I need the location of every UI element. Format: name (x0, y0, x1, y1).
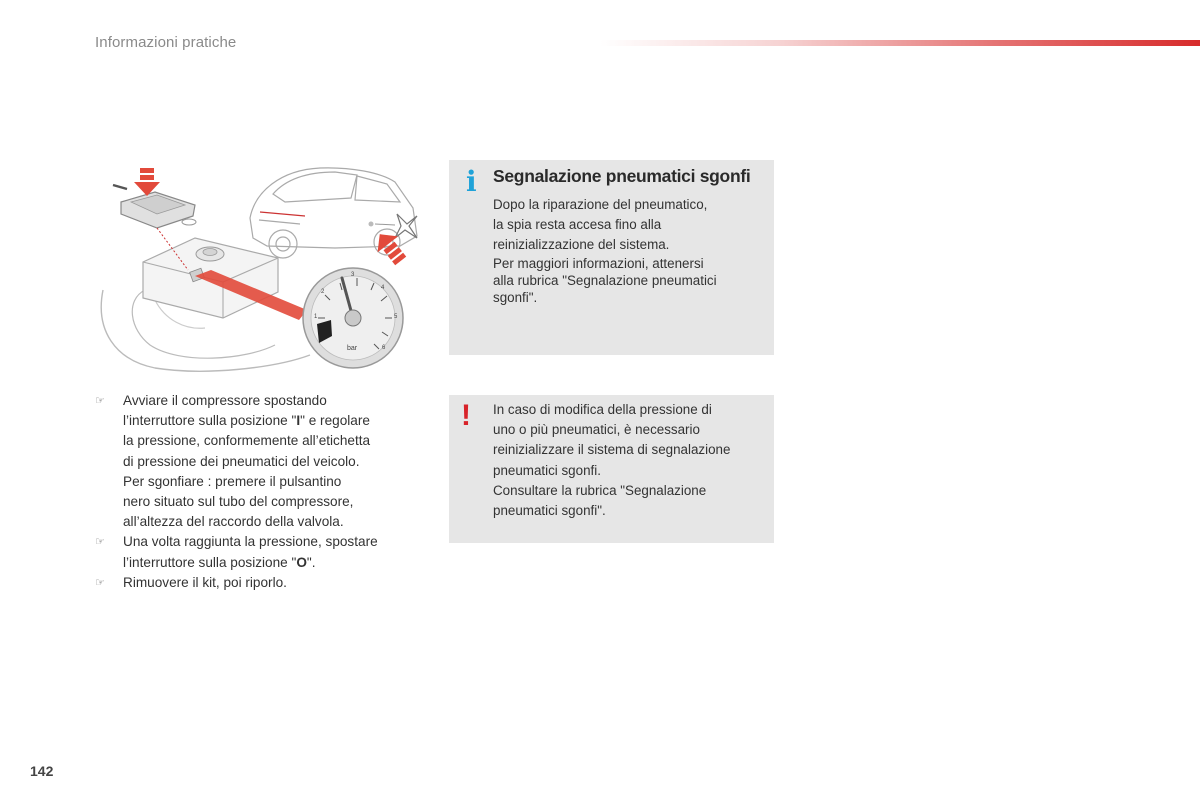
info-box (449, 160, 774, 355)
instruction-line: nero situato sul tubo del compressore, (123, 494, 354, 510)
instruction-line: la pressione, conformemente all’etichetta (123, 433, 371, 449)
gauge-tick-4: 4 (381, 285, 385, 291)
instruction-line: di pressione dei pneumatici del veicolo. (123, 453, 360, 469)
instruction-line: l’interruttore sulla posizione " (123, 413, 297, 429)
info-icon: i (466, 165, 477, 198)
pressure-gauge (303, 268, 403, 368)
page-number: 142 (30, 763, 54, 779)
instruction-line: " e regolare (300, 413, 370, 429)
gauge-tick-2: 2 (321, 289, 325, 295)
info-line: la spia resta accesa fino alla (493, 217, 662, 232)
instruction-line: Avviare il compressore spostando (123, 393, 327, 408)
warning-line: In caso di modifica della pressione di (493, 402, 712, 417)
exclamation-icon: ! (461, 399, 471, 432)
warning-box-text (493, 400, 768, 521)
hand-pointer-icon: ☞ (95, 536, 105, 549)
info-box-text (493, 195, 763, 306)
warning-line: pneumatici sgonfi. (493, 462, 601, 478)
warning-box (449, 395, 774, 543)
section-title: Informazioni pratiche (95, 34, 237, 51)
gauge-unit-label: bar (347, 345, 358, 352)
hand-pointer-icon: ☞ (95, 576, 105, 589)
header-accent-bar (600, 40, 1200, 46)
info-line: alla rubrica "Segnalazione pneumatici (493, 273, 717, 288)
compressor-illustration (95, 150, 430, 375)
hand-pointer-icon: ☞ (95, 395, 105, 407)
instruction-line: Per sgonfiare : premere il pulsantino (123, 473, 342, 489)
gauge-tick-5: 5 (394, 314, 398, 320)
warning-line: reinizializzare il sistema di segnalazione (493, 442, 731, 458)
instruction-line: l’interruttore sulla posizione " (123, 554, 297, 570)
switch-position-on: I (296, 413, 301, 429)
gauge-tick-1: 1 (314, 314, 318, 320)
info-line: sgonfi". (493, 290, 538, 305)
gauge-tick-6: 6 (382, 345, 386, 351)
instruction-line: Una volta raggiunta la pressione, spostare (123, 534, 378, 550)
info-box-title: Segnalazione pneumatici sgonfi (493, 166, 751, 186)
instruction-list (95, 391, 425, 593)
warning-line: Consultare la rubrica "Segnalazione (493, 482, 707, 498)
instruction-item (95, 573, 425, 593)
sealant-cartridge (113, 185, 196, 228)
info-line: reinizializzazione del sistema. (493, 237, 670, 252)
instruction-line: ". (306, 554, 316, 570)
warning-line: pneumatici sgonfi". (493, 503, 606, 519)
info-line: Dopo la riparazione del pneumatico, (493, 197, 708, 212)
instruction-line: Rimuovere il kit, poi riporlo. (123, 574, 287, 590)
instruction-item (95, 532, 425, 572)
gauge-tick-3: 3 (351, 272, 355, 278)
info-line: Per maggiori informazioni, attenersi (493, 256, 704, 271)
warning-line: uno o più pneumatici, è necessario (493, 422, 700, 438)
switch-position-off: O (296, 554, 307, 570)
instruction-line: all’altezza del raccordo della valvola. (123, 514, 344, 530)
instruction-item (95, 391, 425, 532)
